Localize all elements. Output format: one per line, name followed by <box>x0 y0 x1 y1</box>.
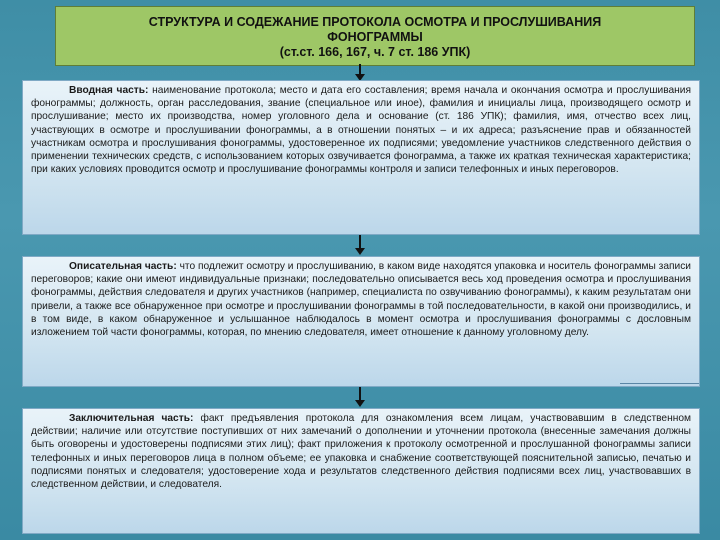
section-concluding-text <box>31 412 691 491</box>
section-heading: Вводная часть: <box>69 85 149 96</box>
section-concluding <box>22 408 700 534</box>
section-descriptive-text <box>31 260 691 339</box>
diagram-title <box>55 6 695 66</box>
title-line-2: ФОНОГРАММЫ <box>327 30 423 44</box>
section-body: наименование протокола; место и дата его составления; время начала и окончания осмотра и прослушивания фонограммы; должность, орган расследования, звание (специальное или иное), фамилия и инициалы лица, производящего осмотр и прослушивание; место их производства, номер уголовного дела и основание (ст. 186 УПК); фамилия, имя, отчество всех лиц, участвующих в осмотре и прослушивании фонограммы, а в отношении понятых – и их адреса; разъяснение прав и обязанностей участникам осмотра и прослушивания фонограммы, удостоверенное их подписями; уведомление участников следственного действия о применении технических средств, с использованием которых озвучивается фонограмма, а также их краткая техническая характеристика; при каких условиях проводится осмотр и прослушивание фонограммы контроля и записи телефонных и иных переговоров. <box>31 85 691 176</box>
section-body: что подлежит осмотру и прослушиванию, в каком виде находятся упаковка и носитель фонограммы записи переговоров; какие они имеют индивидуальные признаки; последовательно описывается весь ход проведения осмотра и прослушивания фонограммы, действия следователя и других участников (например, специалиста по озвучиванию фонограммы), к каким результатам они привели, а также все обнаруженное при осмотре и прослушивании фонограммы в той последовательности, в какой они производились, и в том виде, в каком обнаруженное и услышанное наблюдалось в момент осмотра и прослушивания фонограммы с дословным изложением той части фонограммы, которая, по мнению следователя, имеет отношение к данному уголовному делу. <box>31 261 692 339</box>
title-line-3: (ст.ст. 166, 167, ч. 7 ст. 186 УПК) <box>279 45 471 59</box>
section-heading: Заключительная часть: <box>69 413 194 424</box>
arrow-down-icon <box>353 387 367 408</box>
divider-line <box>620 383 699 384</box>
section-introductory-text <box>31 84 691 176</box>
section-descriptive <box>22 256 700 387</box>
section-heading: Описательная часть: <box>69 261 177 272</box>
arrow-down-icon <box>353 235 367 256</box>
section-introductory <box>22 80 700 235</box>
title-line-1: СТРУКТУРА И СОДЕЖАНИЕ ПРОТОКОЛА ОСМОТРА И ПРОСЛУШИВАНИЯ <box>148 15 602 29</box>
section-body: факт предъявления протокола для ознакомления всем лицам, участвовавшим в следственном действии; наличие или отсутствие поступивших от них замечаний о дополнении и уточнении протокола (внесенные замечания должны быть оговорены и удостоверены подписями этих лиц); факт приложения к протоколу осмотренной и прослушанной фонограммы записи телефонных и иных переговоров лица в полном объеме; ее упаковка и снабжение соответствующей пояснительной записью, печатью и подписями понятых и следователя; удостоверение хода и результатов следственного действия подписями всех лиц, участвовавших в следственном действии, и следователя. <box>31 413 691 491</box>
